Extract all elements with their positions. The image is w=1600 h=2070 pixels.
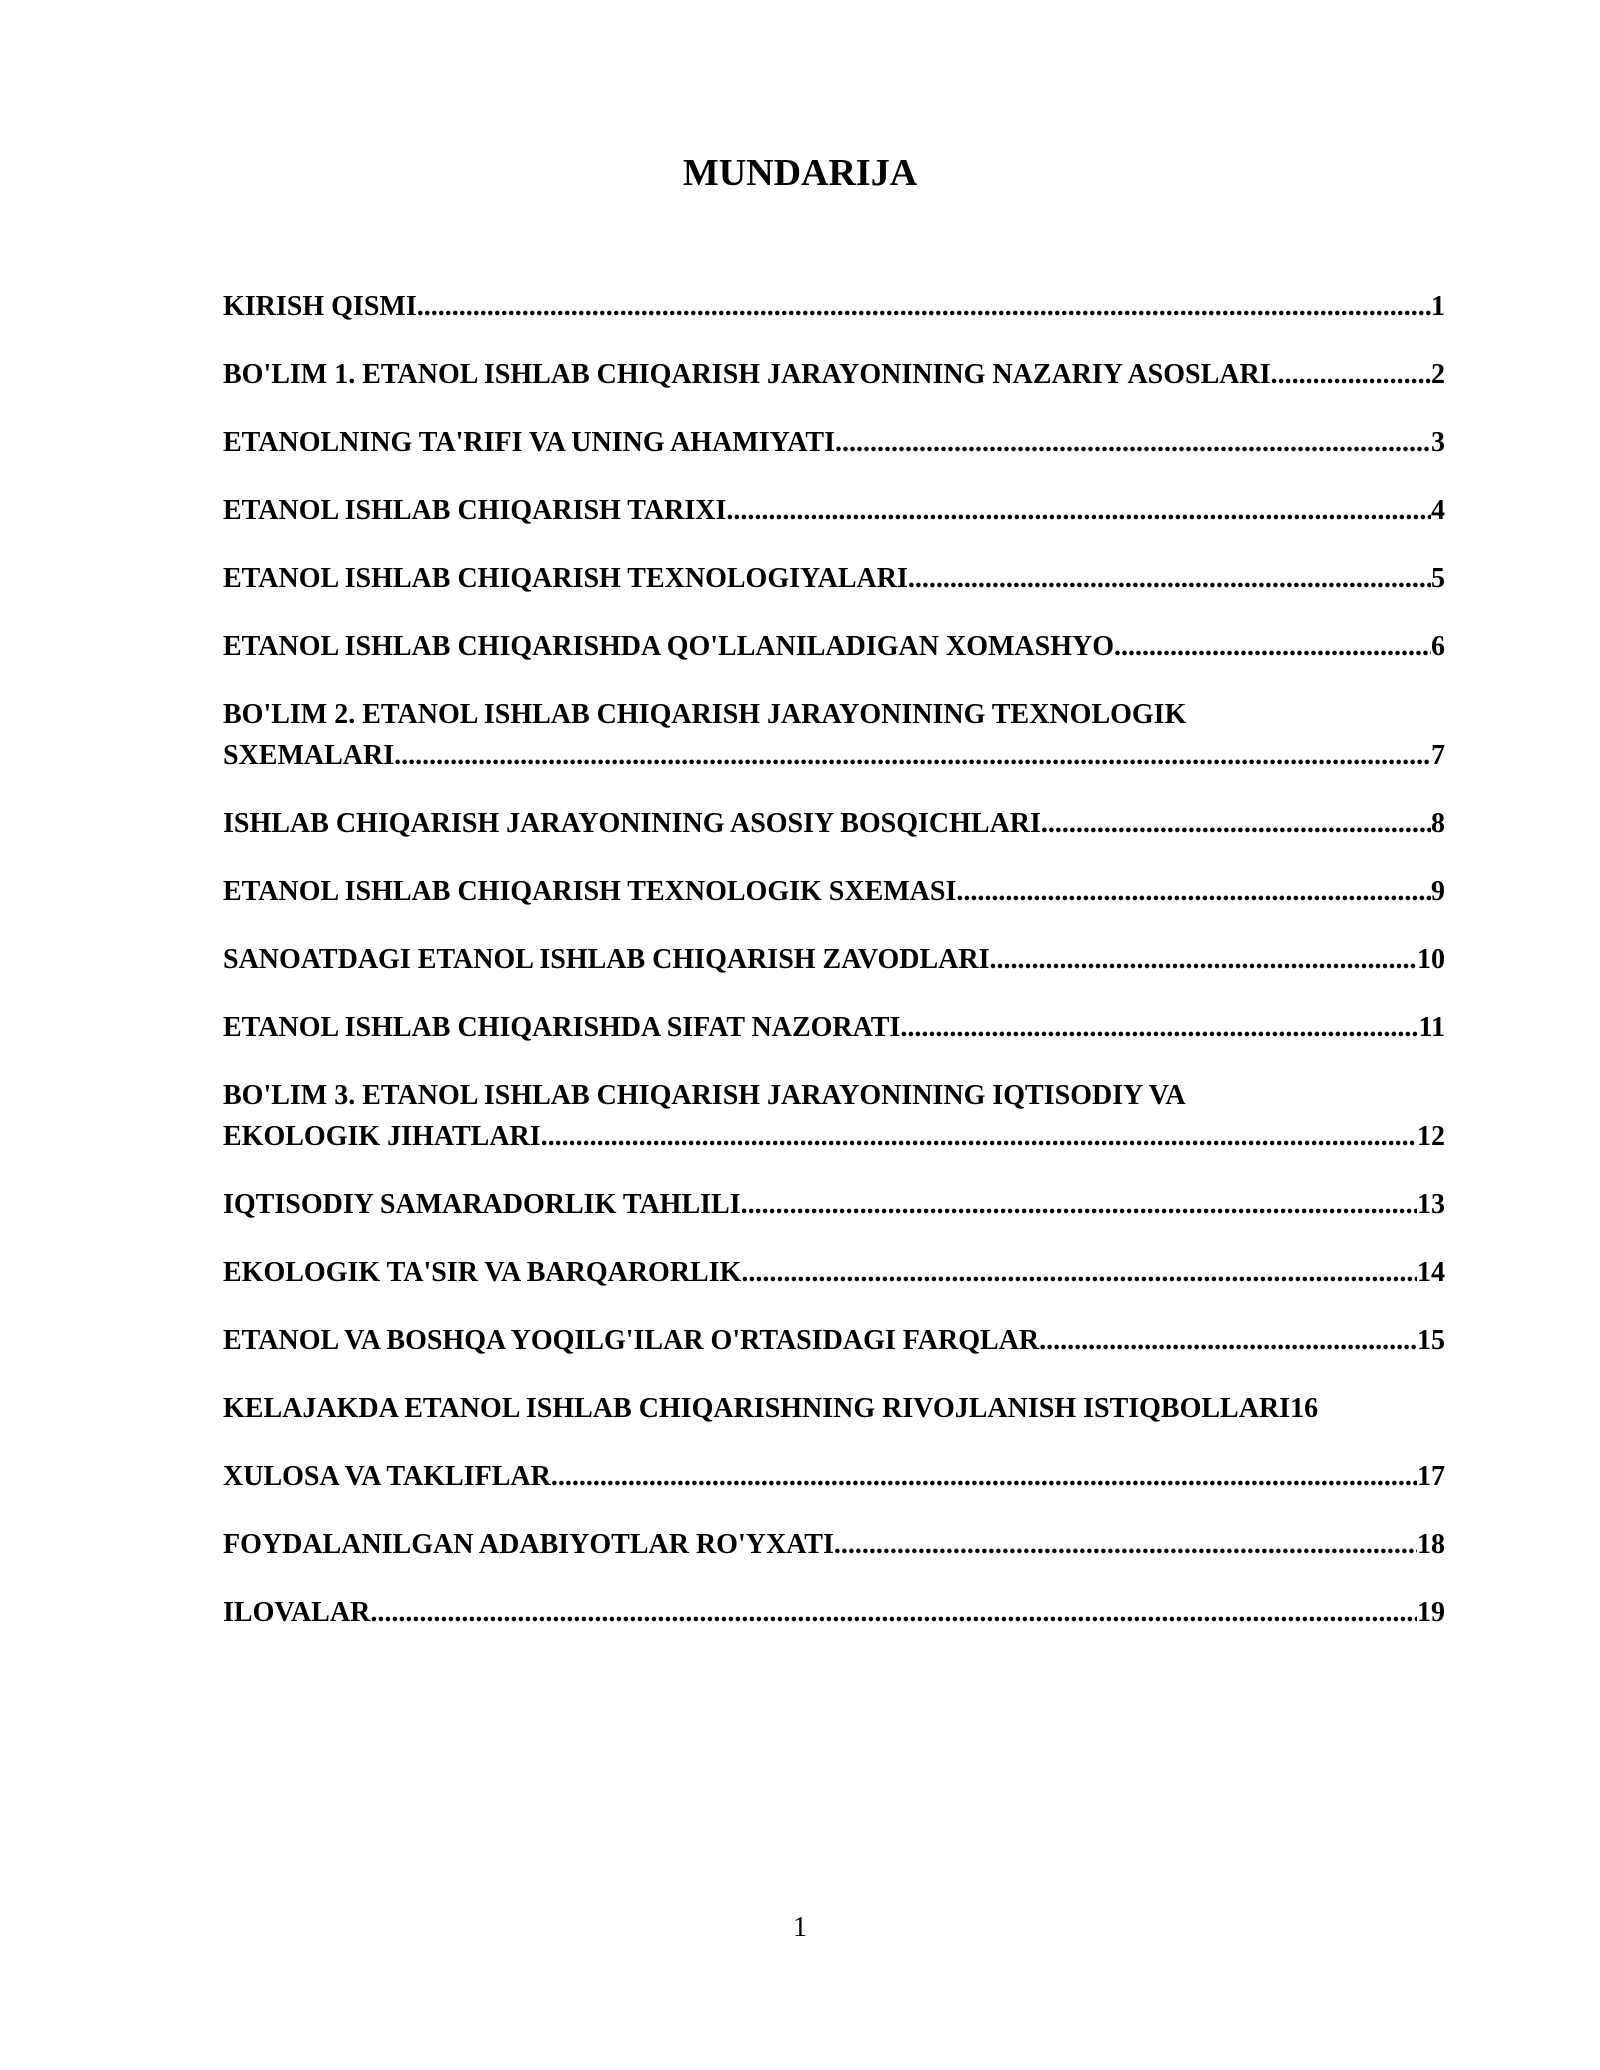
toc-entry-text: ETANOL ISHLAB CHIQARISH TEXNOLOGIK SXEMASI xyxy=(223,876,957,907)
toc-entry-page: 13 xyxy=(1417,1189,1445,1220)
toc-entry-ilovalar[interactable] xyxy=(223,1592,1445,1633)
dot-leader xyxy=(394,735,1431,776)
toc-entry-text: EKOLOGIK JIHATLARI xyxy=(223,1121,541,1152)
dot-leader xyxy=(834,1524,1417,1565)
dot-leader xyxy=(726,490,1431,531)
toc-entry-text-line1: BO'LIM 3. ETANOL ISHLAB CHIQARISH JARAYONINING IQTISODIY VA xyxy=(223,1080,1186,1111)
toc-entry-page: 5 xyxy=(1431,563,1445,594)
page-title: MUNDARIJA xyxy=(682,152,918,194)
toc-entry-text: XULOSA VA TAKLIFLAR xyxy=(223,1461,551,1492)
toc-entry-page: 3 xyxy=(1431,427,1445,458)
toc-entry-page: 17 xyxy=(1417,1461,1445,1492)
toc-entry-texnologik-sxemasi[interactable] xyxy=(223,871,1445,912)
toc-entry-text: SANOATDAGI ETANOL ISHLAB CHIQARISH ZAVODLARI xyxy=(223,944,990,975)
toc-entry-kirish[interactable] xyxy=(223,286,1445,327)
toc-entry-samaradorlik[interactable] xyxy=(223,1184,1445,1225)
toc-entry-page: 6 xyxy=(1431,631,1445,662)
toc-entry-text: ETANOL ISHLAB CHIQARISH TARIXI xyxy=(223,495,727,526)
toc-entry-page: 7 xyxy=(1431,740,1445,771)
toc-entry-page: 12 xyxy=(1417,1121,1445,1152)
toc-entry-texnologiyalari[interactable] xyxy=(223,558,1445,599)
toc-entry-adabiyotlar[interactable] xyxy=(223,1524,1445,1565)
toc-entry-bolim-2[interactable] xyxy=(223,694,1445,776)
toc-entry-text: FOYDALANILGAN ADABIYOTLAR RO'YXATI xyxy=(223,1529,834,1560)
toc-entry-ekologik-tasir[interactable] xyxy=(223,1252,1445,1293)
toc-entry-page: 11 xyxy=(1418,1012,1445,1043)
toc-entry-page: 18 xyxy=(1417,1529,1445,1560)
toc-entry-text: EKOLOGIK TA'SIR VA BARQARORLIK xyxy=(223,1257,742,1288)
dot-leader xyxy=(551,1456,1417,1497)
toc-entry-sifat-nazorati[interactable] xyxy=(223,1007,1445,1048)
dot-leader xyxy=(741,1184,1417,1225)
dot-leader xyxy=(417,286,1431,327)
toc-entry-tarixi[interactable] xyxy=(223,490,1445,531)
toc-entry-page: 1 xyxy=(1431,291,1445,322)
dot-leader xyxy=(908,558,1431,599)
dot-leader xyxy=(1271,354,1431,395)
toc-entry-text: KIRISH QISMI xyxy=(223,291,417,322)
dot-leader xyxy=(990,939,1418,980)
dot-leader xyxy=(956,871,1431,912)
toc-entry-text: ETANOL ISHLAB CHIQARISH TEXNOLOGIYALARI xyxy=(223,563,908,594)
toc-entry-text: SXEMALARI xyxy=(223,740,395,771)
toc-entry-page: 4 xyxy=(1431,495,1445,526)
dot-leader xyxy=(1114,626,1431,667)
toc-entry-xulosa[interactable] xyxy=(223,1456,1445,1497)
dot-leader xyxy=(541,1116,1417,1157)
toc-entry-text: BO'LIM 1. ETANOL ISHLAB CHIQARISH JARAYONINING NAZARIY ASOSLARI xyxy=(223,359,1271,390)
toc-entry-text: ISHLAB CHIQARISH JARAYONINING ASOSIY BOSQICHLARI xyxy=(223,808,1041,839)
toc-entry-text: ILOVALAR xyxy=(223,1597,371,1628)
toc-entry-text: ETANOL ISHLAB CHIQARISHDA QO'LLANILADIGAN XOMASHYO xyxy=(223,631,1114,662)
toc-entry-page: 14 xyxy=(1417,1257,1445,1288)
dot-leader xyxy=(1039,1320,1417,1361)
toc-entry-bolim-1[interactable] xyxy=(223,354,1445,395)
dot-leader xyxy=(1041,803,1431,844)
toc-entry-istiqbollari[interactable] xyxy=(223,1388,1445,1429)
toc-entry-text: IQTISODIY SAMARADORLIK TAHLILI xyxy=(223,1189,741,1220)
toc-entry-xomashyo[interactable] xyxy=(223,626,1445,667)
toc-entry-page: 10 xyxy=(1417,944,1445,975)
toc-entry-zavodlari[interactable] xyxy=(223,939,1445,980)
table-of-contents xyxy=(223,286,1445,1660)
dot-leader xyxy=(370,1592,1417,1633)
dot-leader xyxy=(900,1007,1418,1048)
toc-entry-page: 15 xyxy=(1417,1325,1445,1356)
toc-entry-text: ETANOL ISHLAB CHIQARISHDA SIFAT NAZORATI xyxy=(223,1012,901,1043)
toc-entry-page: 16 xyxy=(1290,1393,1319,1424)
toc-entry-text: ETANOLNING TA'RIFI VA UNING AHAMIYATI xyxy=(223,427,835,458)
toc-entry-text: ETANOL VA BOSHQA YOQILG'ILAR O'RTASIDAGI FARQLAR xyxy=(223,1325,1040,1356)
toc-entry-page: 8 xyxy=(1431,808,1445,839)
toc-entry-page: 19 xyxy=(1417,1597,1445,1628)
toc-entry-etanolning-tarifi[interactable] xyxy=(223,422,1445,463)
dot-leader xyxy=(741,1252,1417,1293)
toc-entry-text-line1: BO'LIM 2. ETANOL ISHLAB CHIQARISH JARAYONINING TEXNOLOGIK xyxy=(223,699,1187,730)
toc-entry-asosiy-bosqichlari[interactable] xyxy=(223,803,1445,844)
toc-entry-bolim-3[interactable] xyxy=(223,1075,1445,1157)
dot-leader xyxy=(835,422,1431,463)
toc-entry-page: 2 xyxy=(1431,359,1445,390)
toc-entry-farqlar[interactable] xyxy=(223,1320,1445,1361)
page-number: 1 xyxy=(793,1912,807,1943)
toc-entry-text: KELAJAKDA ETANOL ISHLAB CHIQARISHNING RIVOJLANISH ISTIQBOLLARI xyxy=(223,1393,1291,1424)
toc-entry-page: 9 xyxy=(1431,876,1445,907)
